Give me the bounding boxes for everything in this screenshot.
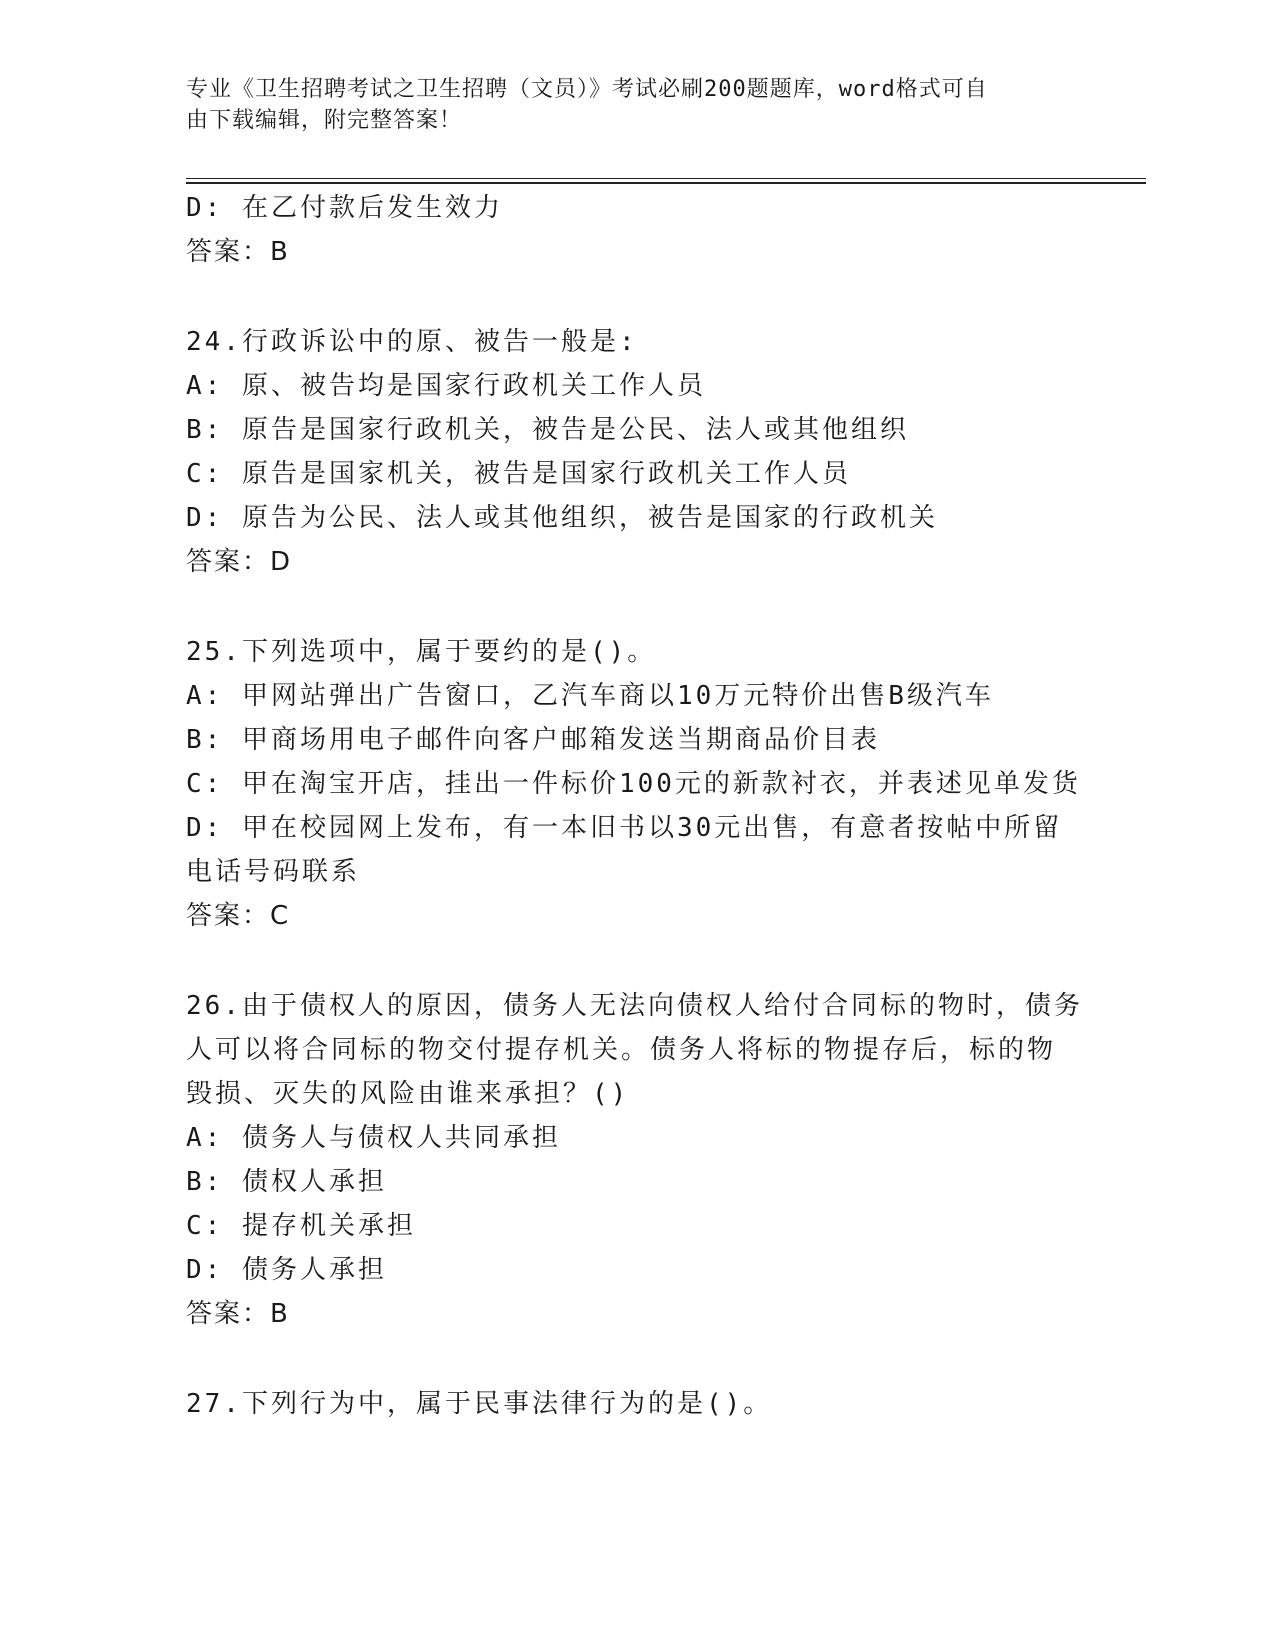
q24-option-c: C: 原告是国家机关，被告是国家行政机关工作人员 (186, 459, 851, 489)
q24-option-d: D: 原告为公民、法人或其他组织，被告是国家的行政机关 (186, 503, 938, 533)
q25-option-b: B: 甲商场用电子邮件向客户邮箱发送当期商品价目表 (186, 725, 880, 755)
q23-answer: 答案：B (186, 237, 290, 267)
q25-option-a: A: 甲网站弹出广告窗口，乙汽车商以10万元特价出售B级汽车 (186, 681, 994, 711)
q27-question: 27.下列行为中，属于民事法律行为的是()。 (186, 1389, 773, 1419)
q23-option-d: D: 在乙付款后发生效力 (186, 193, 503, 223)
header-line-1: 专业《卫生招聘考试之卫生招聘（文员）》考试必刷200题题库，word格式可自 (186, 77, 988, 102)
document-header (186, 74, 1086, 136)
header-line-2: 由下载编辑，附完整答案！ (186, 108, 463, 133)
q26-option-c: C: 提存机关承担 (186, 1211, 416, 1241)
q25-answer: 答案：C (186, 901, 291, 931)
q25-option-c: C: 甲在淘宝开店，挂出一件标价100元的新款衬衣，并表述见单发货 (186, 769, 1081, 799)
q26-question-line-3: 毁损、灭失的风险由谁来承担？() (186, 1079, 630, 1109)
q26-question-line-1: 26.由于债权人的原因，债务人无法向债权人给付合同标的物时，债务 (186, 991, 1083, 1021)
q25-option-d-line-1: D: 甲在校园网上发布，有一本旧书以30元出售，有意者按帖中所留 (186, 813, 1063, 843)
q26-option-d: D: 债务人承担 (186, 1255, 387, 1285)
q24-answer: 答案：D (186, 547, 293, 577)
q24-question: 24.行政诉讼中的原、被告一般是: (186, 327, 638, 357)
header-divider-thick (186, 182, 1146, 184)
q26-answer: 答案：B (186, 1299, 290, 1329)
q26-option-a: A: 债务人与债权人共同承担 (186, 1123, 561, 1153)
q24-option-b: B: 原告是国家行政机关，被告是公民、法人或其他组织 (186, 415, 909, 445)
q24-option-a: A: 原、被告均是国家行政机关工作人员 (186, 371, 706, 401)
q25-option-d-line-2: 电话号码联系 (186, 857, 361, 887)
q26-option-b: B: 债权人承担 (186, 1167, 387, 1197)
header-divider-thin (186, 178, 1146, 179)
q26-question-line-2: 人可以将合同标的物交付提存机关。债务人将标的物提存后，标的物 (186, 1035, 1057, 1065)
q25-question: 25.下列选项中，属于要约的是()。 (186, 637, 657, 667)
